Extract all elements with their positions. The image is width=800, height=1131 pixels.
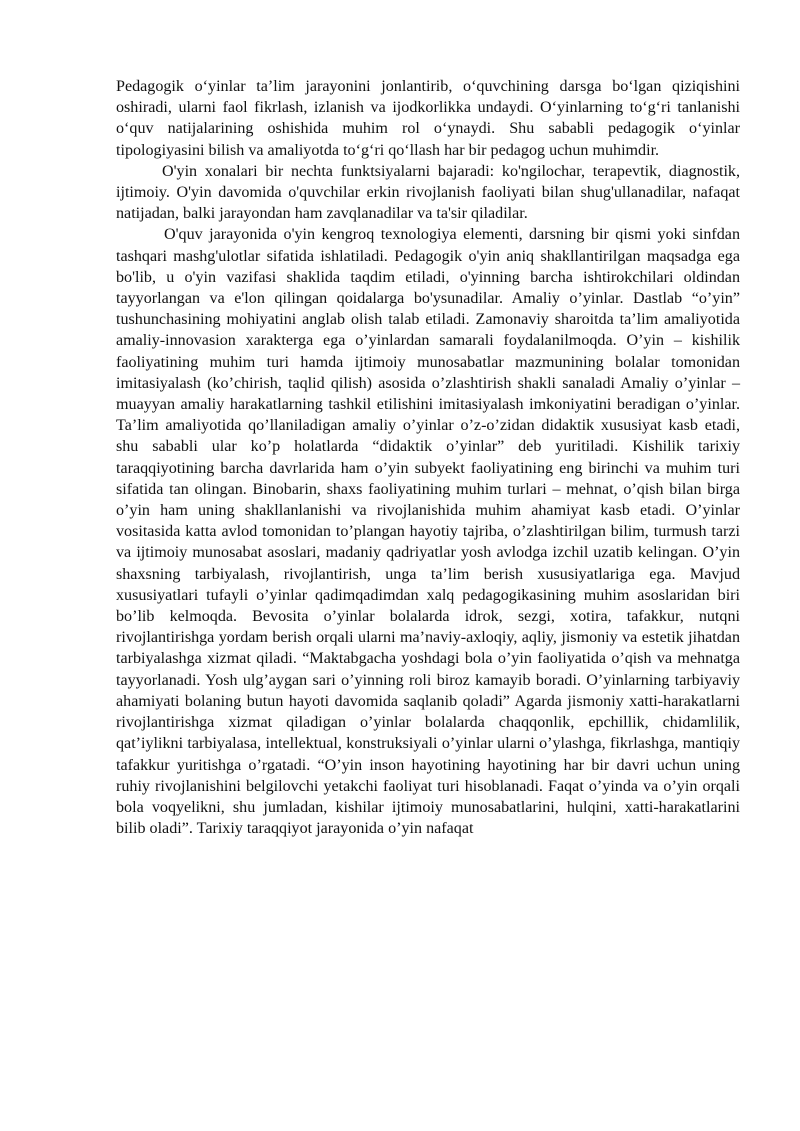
paragraph-pedagogik-oyinlar: Pedagogik o‘yinlar ta’lim jarayonini jonlantirib, o‘quvchining darsga bo‘lgan qiziqishini oshiradi, ularni faol fikrlash, izlanish va ijodkorlikka undaydi. O‘yinlarning to‘g‘ri tanlanishi o‘quv natijalarining oshishida muhim rol o‘ynaydi. Shu sababli pedagogik o‘yinlar tipologiyasini bilish va amaliyotda to‘g‘ri qo‘llash har bir pedagog uchun muhimdir. [116, 78, 740, 159]
paragraph-oyin-xonalari: O'yin xonalari bir nechta funktsiyalarni bajaradi: ko'ngilochar, terapevtik, diagnostik, ijtimoiy. O'yin davomida o'quvchilar erkin rivojlanish faoliyati bilan shug'ullanadilar, nafaqat natijadan, balki jarayondan ham zavqlanadilar va ta'sir qiladilar. [116, 162, 740, 223]
document-page [116, 76, 740, 839]
paragraph-oquv-jarayonida: O'quv jarayonida o'yin kengroq texnologiya elementi, darsning bir qismi yoki sinfdan tashqari mashg'ulotlar sifatida ishlatiladi. Pedagogik o'yin aniq shakllantirilgan maqsadga ega bo'lib, u o'yin vazifasi shaklida taqdim etiladi, o'yinning barcha ishtirokchilari oldindan tayyorlangan va e'lon qilingan qoidalarga bo'ysunadilar. Amaliy o’yinlar. Dastlab “o’yin” tushunchasining mohiyatini anglab olish talab etiladi. Zamonaviy sharoitda ta’lim amaliyotida amaliy-innovasion xarakterga ega o’yinlardan samarali foydalanilmoqda. O’yin – kishilik faoliyatining muhim turi hamda ijtimoiy munosabatlar mazmunining bolalar tomonidan imitasiyalash (ko’chirish, taqlid qilish) asosida o’zlashtirish shakli sanaladi Amaliy o’yinlar – muayyan amaliy harakatlarning tashkil etilishini imitasiyalash imkoniyatini beradigan o’yinlar. Ta’lim amaliyotida qo’llaniladigan amaliy o’yinlar o’z-o’zidan didaktik xususiyat kasb etadi, shu sababli ular ko’p holatlarda “didaktik o’yinlar” deb yuritiladi. Kishilik tarixiy taraqqiyotining barcha davrlarida ham o’yin subyekt faoliyatining eng birinchi va muhim turi sifatida tan olingan. Binobarin, shaxs faoliyatining muhim turlari – mehnat, o’qish bilan birga o’yin ham uning shakllanlanishi va rivojlanishida muhim ahamiyat kasb etadi. O’yinlar vositasida katta avlod tomonidan to’plangan hayotiy tajriba, o’zlashtirilgan bilim, turmush tarzi va ijtimoiy munosabat asoslari, madaniy qadriyatlar yosh avlodga izchil uzatib kelingan. O’yin shaxsning tarbiyalash, rivojlantirish, unga ta’lim berish xususiyatlariga ega. Mavjud xususiyatlari tufayli o’yinlar qadimqadimdan xalq pedagogikasining muhim asoslaridan biri bo’lib kelmoqda. Bevosita o’yinlar bolalarda idrok, sezgi, xotira, tafakkur, nutqni rivojlantirishga yordam berish orqali ularni ma’naviy-axloqiy, aqliy, jismoniy va estetik jihatdan tarbiyalashga xizmat qiladi. “Maktabgacha yoshdagi bola o’yin faoliyatida o’qish va mehnatga tayyorlanadi. Yosh ulg’aygan sari o’yinning roli biroz kamayib boradi. O’yinlarning tarbiyaviy ahamiyati bolaning butun hayoti davomida saqlanib qoladi” Agarda jismoniy xatti-harakatlarni rivojlantirishga xizmat qiladigan o’yinlar bolalarda chaqqonlik, epchillik, chidamlilik, qat’iylikni tarbiyalasa, intellektual, konstruksiyali o’yinlar ularni o’ylashga, fikrlashga, mantiqiy tafakkur yuritishga o’rgatadi. “O’yin inson hayotining hayotining har bir davri uchun uning ruhiy rivojlanishini belgilovchi yetakchi faoliyat turi hisoblanadi. Faqat o’yinda va o’yin orqali bola voqyelikni, shu jumladan, kishilar ijtimoiy munosabatlarini, hulqini, xatti-harakatlarini bilib oladi”. Tarixiy taraqqiyot jarayonida o’yin nafaqat [116, 226, 740, 838]
